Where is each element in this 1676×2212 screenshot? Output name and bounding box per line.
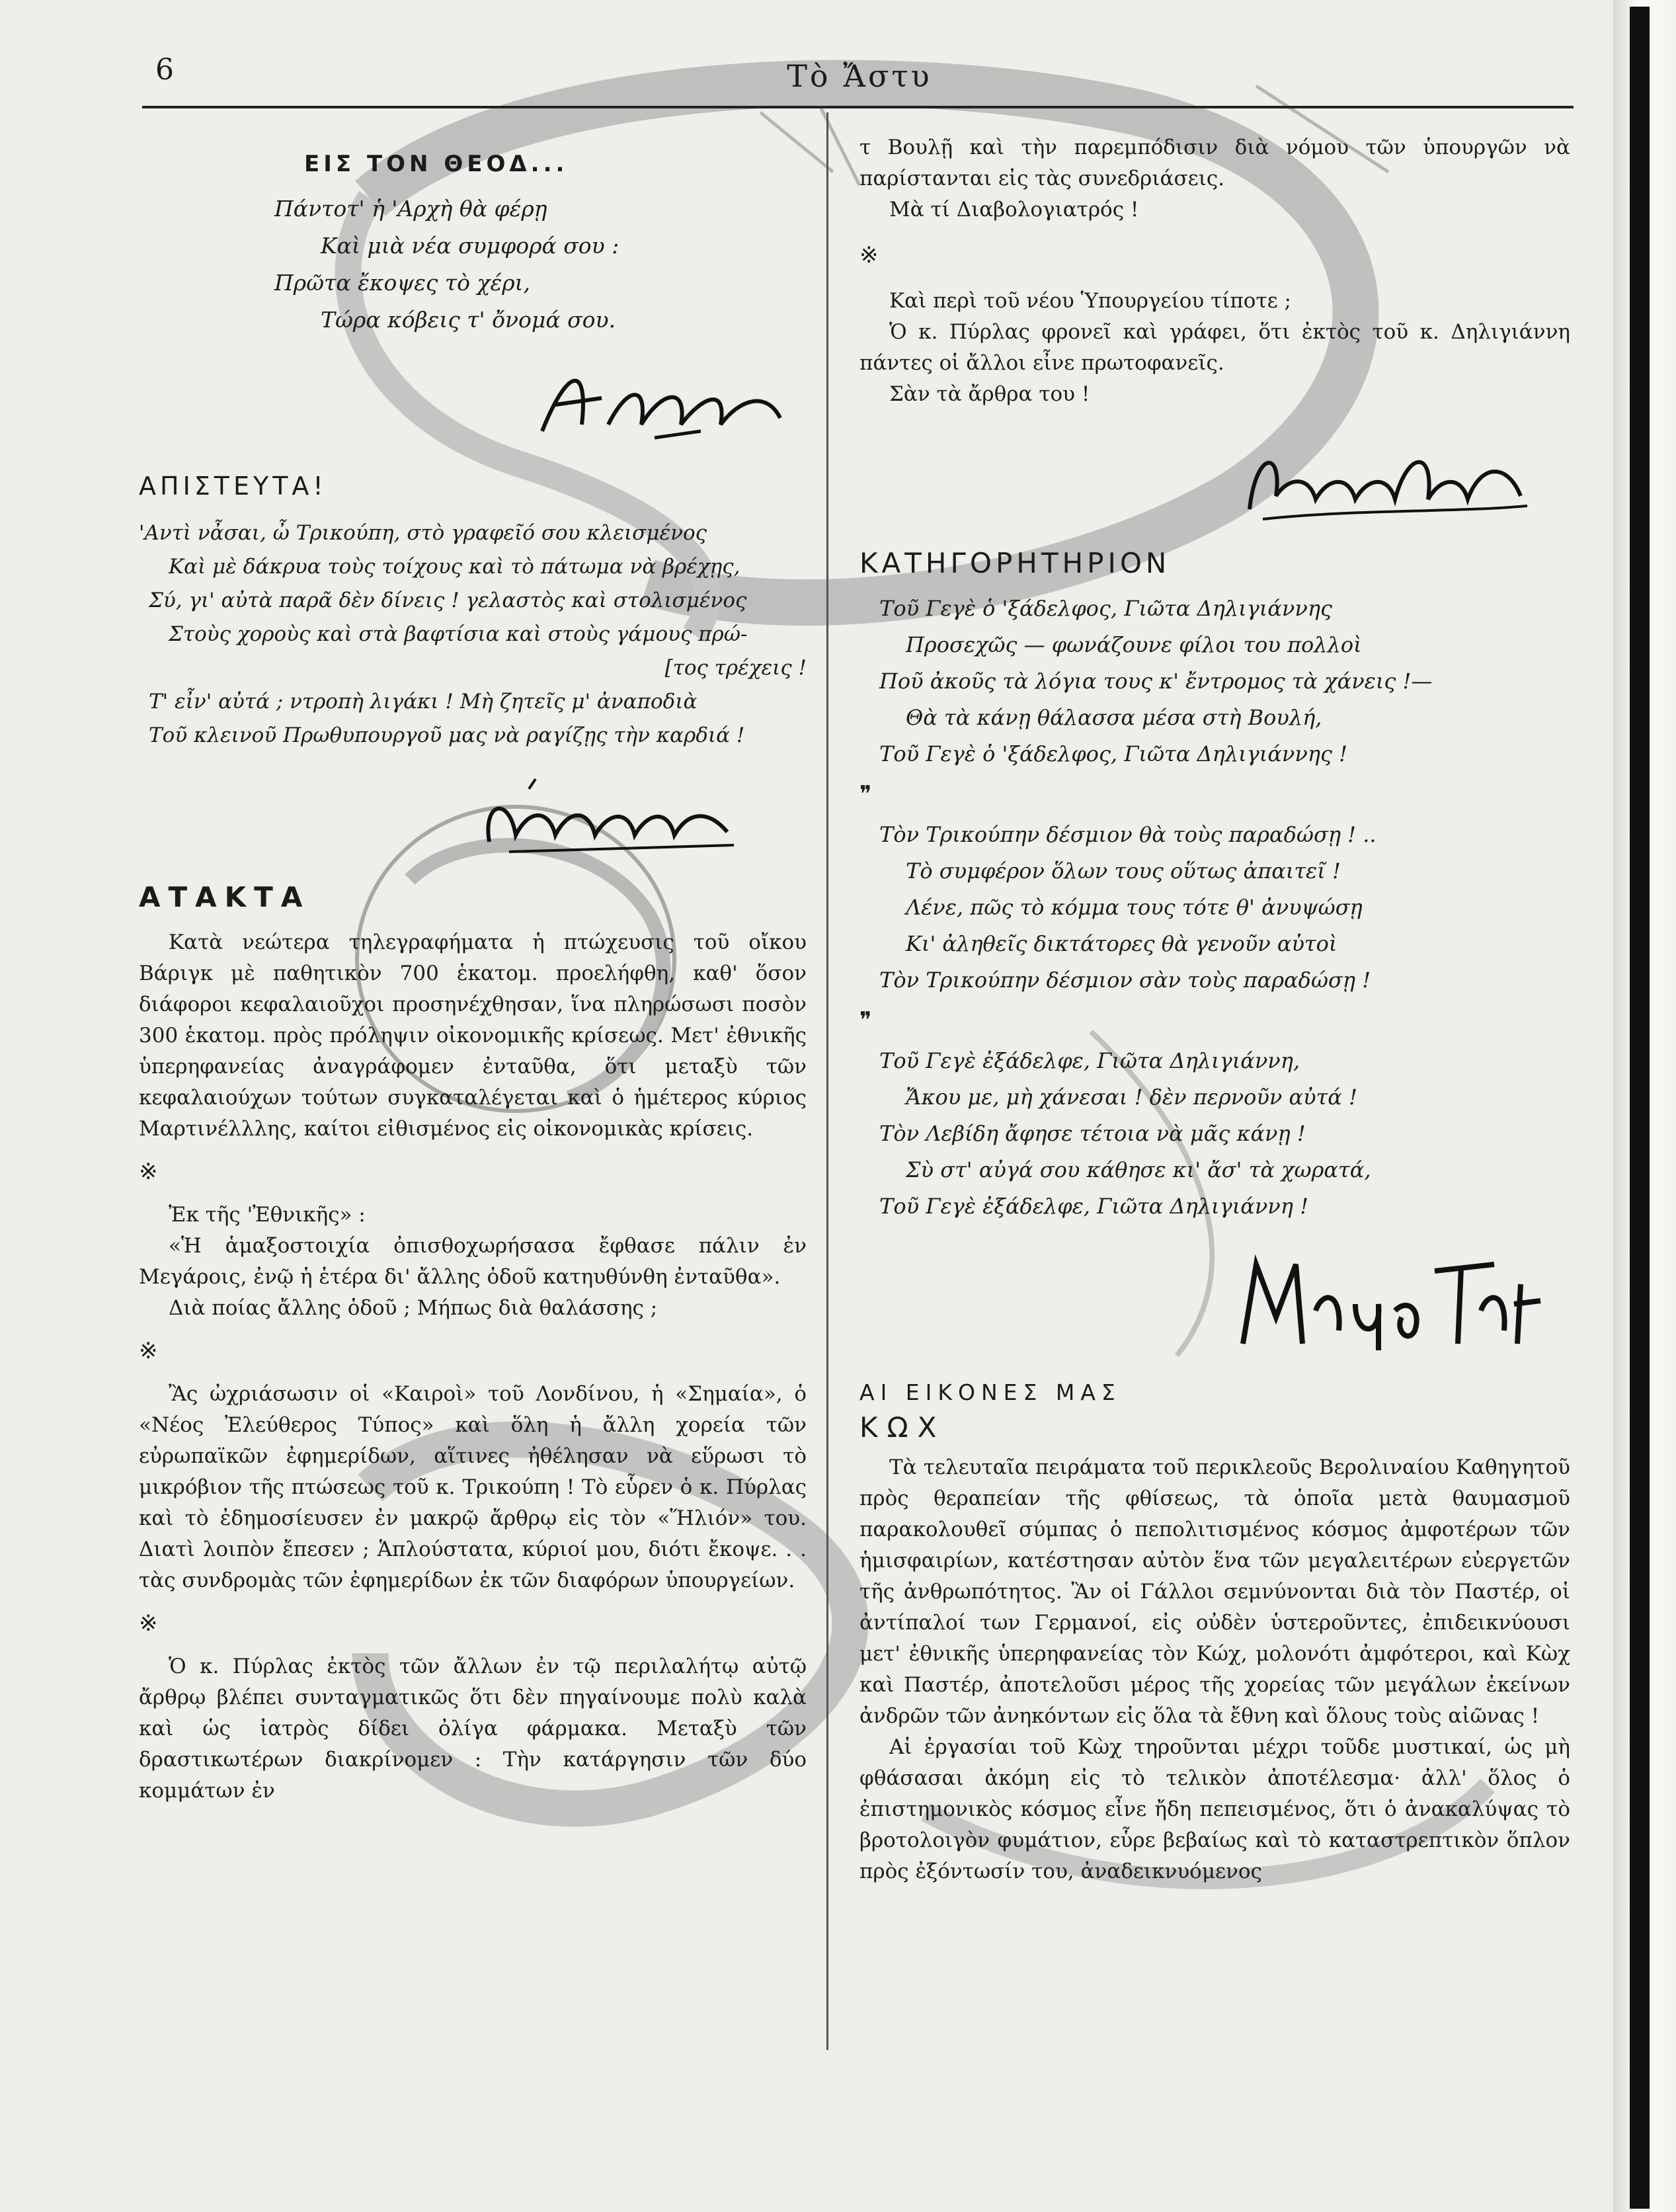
kat-line: Ἄκου με, μὴ χάνεσαι ! δὲν περνοῦν αὐτά ! [906,1085,1357,1110]
poem2-line: [τος τρέχεις ! [664,656,807,680]
left-column [139,149,807,1807]
binding-strip [1630,7,1650,2209]
page-number: 6 [155,53,174,87]
eikones-paragraph: Τὰ τελευταῖα πειράματα τοῦ περικλεοῦς Βερολιναίου Καθηγητοῦ πρὸς θεραπείαν τῆς φθίσεως, τὰ ὁποῖα μετὰ θαυμασμοῦ παρακολουθεῖ σύμπας ὁ πεπολιτισμένος κόσμος ἀμφοτέρων τῶν ἡμισφαιρίων, κατέστησαν αὐτὸν ἕνα τῶν μεγαλειτέρων εὐεργετῶν τῆς ἀνθρωπότητος. Ἂν οἱ Γάλλοι σεμνύνονται διὰ τὸν Παστέρ, οἱ ἀντίπαλοί των Γερμανοί, εἰς οὐδὲν ὑστεροῦντες, ἐπιδεικνύουσι μετ' ἐθνικῆς ὑπερηφανείας τὸν Κώχ, μολονότι ἀμφότεροι, καὶ Κὼχ καὶ Παστέρ, ἀποτελοῦσι μέρος τῆς χορείας τῶν μεγάλων ἐκείνων ἀνδρῶν τῶν ἀνηκόντων εἰς ὅλα τὰ ἔθνη καὶ ὅλους τοὺς αἰῶνας ! [859,1455,1570,1728]
verse-separator: ❞ [859,1007,872,1034]
atakta-quote: «Ἡ ἁμαξοστοιχία ὀπισθοχωρήσασα ἔφθασε πάλιν ἐν Μεγάροις, ἐνῷ ἡ ἑτέρα δι' ἄλλης ὁδοῦ κατηυθύνθη ἐνταῦθα». [139,1234,807,1289]
atakta-source-line: Ἐκ τῆς 'Ἐθνικῆς» : [169,1203,366,1227]
poem2-line: 'Αντὶ νἆσαι, ὦ Τρικούπη, στὸ γραφεῖό σου κλεισμένος [139,521,707,545]
right-paragraph: Ὁ κ. Πύρλας φρονεῖ καὶ γράφει, ὅτι ἐκτὸς τοῦ κ. Δηλιγιάννη πάντες οἱ ἄλλοι εἶνε πρωτοφανεῖς. [859,320,1570,375]
kat-line: Τὸν Τρικούπην δέσμιον θὰ τοὺς παραδώσῃ ! .. [879,822,1377,847]
signature-3-drawing [1236,436,1540,529]
kat-line: Τὸν Τρικούπην δέσμιον σὰν τοὺς παραδώσῃ ! [879,967,1371,993]
kat-line: Τοῦ Γεγὲ ἐξάδελφε, Γιῶτα Δηλιγιάννη, [879,1048,1300,1073]
section-separator: ※ [139,1338,158,1364]
poem1-verses [139,190,807,339]
verse-separator: ❞ [859,781,872,807]
atakta-paragraph: Ὁ κ. Πύρλας ἐκτὸς τῶν ἄλλων ἐν τῷ περιλαλήτῳ αὐτῷ ἄρθρῳ βλέπει συνταγματικῶς ὅτι δὲν πηγαίνουμε πολὺ καλὰ καὶ ὡς ἰατρὸς δίδει ὀλίγα φάρμακα. Μεταξὺ τῶν δραστικωτέρων διακρίνομεν : Τὴν κατάργησιν τῶν δύο κομμάτων ἐν [139,1655,807,1803]
signature-4 [1230,1245,1547,1357]
newspaper-title: Τὸ Ἄστυ [787,58,932,94]
kat-line: Τοῦ Γεγὲ ὁ 'ξάδελφος, Γιῶτα Δηλιγιάννης ! [879,741,1347,766]
poem1-line: Τώρα κόβεις τ' ὄνομά σου. [321,307,616,333]
kat-line: Σὺ στ' αὐγά σου κάθησε κι' ἄσ' τὰ χωρατά, [906,1157,1371,1182]
poem2-line: Τ' εἶν' αὐτά ; ντροπὴ λιγάκι ! Μὴ ζητεῖς μ' ἀναποδιὰ [149,690,698,714]
kat-line: Τοῦ Γεγὲ ὁ 'ξάδελφος, Γιῶτα Δηλιγιάννης [879,596,1332,621]
section-separator: ※ [139,1610,158,1637]
right-paragraph: Μὰ τί Διαβολογιατρός ! [889,198,1139,222]
header-rule [142,106,1574,108]
kat-line: Λένε, πῶς τὸ κόμμα τους τότε θ' ἀνυψώσῃ [906,895,1363,920]
section-separator: ※ [859,242,879,268]
poem2-line: Σύ, γι' αὐτὰ παρᾶ δὲν δίνεις ! γελαστὸς καὶ στολισμένος [149,589,747,612]
kat-line: Τοῦ Γεγὲ ἐξάδελφε, Γιῶτα Δηλιγιάννη ! [879,1194,1308,1219]
kat-line: Ποῦ ἀκοῦς τὰ λόγια τους κ' ἔντρομος τὰ χάνεις !— [879,669,1433,694]
poem1-line: Πάντοτ' ἡ 'Αρχὴ θὰ φέρῃ [274,196,547,222]
atakta-title: ΑΤΑΚΤΑ [139,881,311,913]
kat-line: Θὰ τὰ κάνῃ θάλασσα μέσα στὴ Βουλή, [906,705,1322,730]
kat-line: Κι' ἀληθεῖς δικτάτορες θὰ γενοῦν αὐτοὶ [906,931,1337,956]
signature-3 [1236,436,1540,529]
kat-line: Τὸν Λεβίδη ἄφησε τέτοια νὰ μᾶς κάνῃ ! [879,1121,1306,1146]
poem2-line: Τοῦ κλεινοῦ Πρωθυπουργοῦ μας νὰ ραγίζῃς τὴν καρδιά ! [149,723,745,747]
poem2-line: Καὶ μὲ δάκρυα τοὺς τοίχους καὶ τὸ πάτωμα νὰ βρέχῃς, [169,555,740,579]
right-column [859,132,1570,1887]
atakta-paragraph: Κατὰ νεώτερα τηλεγραφήματα ἡ πτώχευσις τοῦ οἴκου Βάριγκ μὲ παθητικὸν 700 ἑκατομ. προελήφθη, καθ' ὅσον διάφοροι κεφαλαιοῦχοι προσηνέχθησαν, ἵνα πληρώσωσι ποσὸν 300 ἑκατομ. πρὸς πρόληψιν οἰκονομικῆς κρίσεως. Μετ' ἐθνικῆς ὑπερηφανείας ἀναγράφομεν ἐνταῦθα, ὅτι μεταξὺ τῶν κεφαλαιούχων τούτων συγκαταλέγεται καὶ ὁ ἡμέτερος κύριος Μαρτινέλλλης, καίτοι εἰθισμένος εἰς οἰκονομικὰς κρίσεις. [139,930,807,1141]
atakta-section [139,927,807,1807]
eikones-section [859,1452,1570,1887]
kat-line: Τὸ συμφέρον ὅλων τους οὕτως ἀπαιτεῖ ! [906,858,1341,883]
eikones-subtitle: ΚΩΧ [859,1411,946,1444]
poem2-title: ΑΠΙΣΤΕΥΤΑ! [139,471,327,501]
signature-2-drawing [469,776,747,862]
kathgorhthrion-title: ΚΑΤΗΓΟΡΗΤΗΡΙΟΝ [859,547,1171,579]
atakta-paragraph: Ἂς ὠχριάσωσιν οἱ «Καιροὶ» τοῦ Λονδίνου, ἡ «Σημαία», ὁ «Νέος Ἐλεύθερος Τύπος» καὶ ὅλη ἡ ἄλλη χορεία τῶν εὐρωπαϊκῶν ἐφημερίδων, αἵτινες ἠθέλησαν νὰ εὕρωσι τὸ μικρόβιον τῆς πτώσεως τοῦ κ. Τρικούπη ! Τὸ εὗρεν ὁ κ. Πύρλας καὶ τὸ ἐδημοσίευσεν ἐν μακρῷ ἄρθρῳ εἰς τὸν «Ἥλιόν» του. Διατὶ λοιπὸν ἔπεσεν ; Ἁπλούστατα, κύριοί μου, διότι ἔκοψε. . . τὰς συνδρομὰς τῶν ἐφημερίδων ἐκ τῶν διαφόρων ὑπουργείων. [139,1382,807,1592]
signature-1-drawing [529,358,793,444]
kathgorhthrion-verses [859,591,1570,1225]
poem1-line: Πρῶτα ἔκοψες τὸ χέρι, [274,270,531,296]
signature-2 [469,776,747,862]
poem2-line: Στοὺς χοροὺς καὶ στὰ βαφτίσια καὶ στοὺς γάμους πρώ- [169,622,748,646]
eikones-title: ΑΙ ΕΙΚΟΝΕΣ ΜΑΣ [859,1379,1121,1405]
kat-line: Προσεχῶς — φωνάζουνε φίλοι του πολλοὶ [906,632,1362,657]
atakta-paragraph: Διὰ ποίας ἄλλης ὁδοῦ ; Μήπως διὰ θαλάσσης ; [169,1296,658,1320]
right-paragraph: Καὶ περὶ τοῦ νέου Ὑπουργείου τίποτε ; [889,289,1291,313]
section-separator: ※ [139,1159,158,1185]
eikones-paragraph: Αἱ ἐργασίαι τοῦ Κὼχ τηροῦνται μέχρι τοῦδε μυστικαί, ὡς μὴ φθάσασαι ἀκόμη εἰς τὸ τελικὸν ἀποτέλεσμα· ἀλλ' ὅλος ὁ ἐπιστημονικὸς κόσμος εἶνε ἤδη πεπεισμένος, ὅτι ὁ ἀνακαλύψας τὸ βροτολοιγὸν φυμάτιον, εὗρε βεβαίως καὶ τὸ καταστρεπτικὸν ὅπλον πρὸς ἐξόντωσίν του, ἀναδεικνυόμενος [859,1735,1570,1883]
right-continued-paragraph: τ Βουλῇ καὶ τὴν παρεμπόδισιν διὰ νόμου τῶν ὑπουργῶν νὰ παρίστανται εἰς τὰς συνεδριάσεις. [859,136,1570,190]
signature-1 [529,358,793,444]
column-divider [826,112,828,2050]
poem1-title: ΕΙΣ ΤΟΝ ΘΕΟΔ... [304,151,569,177]
right-paragraph: Σὰν τὰ ἄρθρα του ! [889,382,1090,406]
poem2-verses [139,516,807,753]
signature-4-drawing [1230,1245,1547,1357]
poem1-line: Καὶ μιὰ νέα συμφορά σου : [321,233,619,259]
